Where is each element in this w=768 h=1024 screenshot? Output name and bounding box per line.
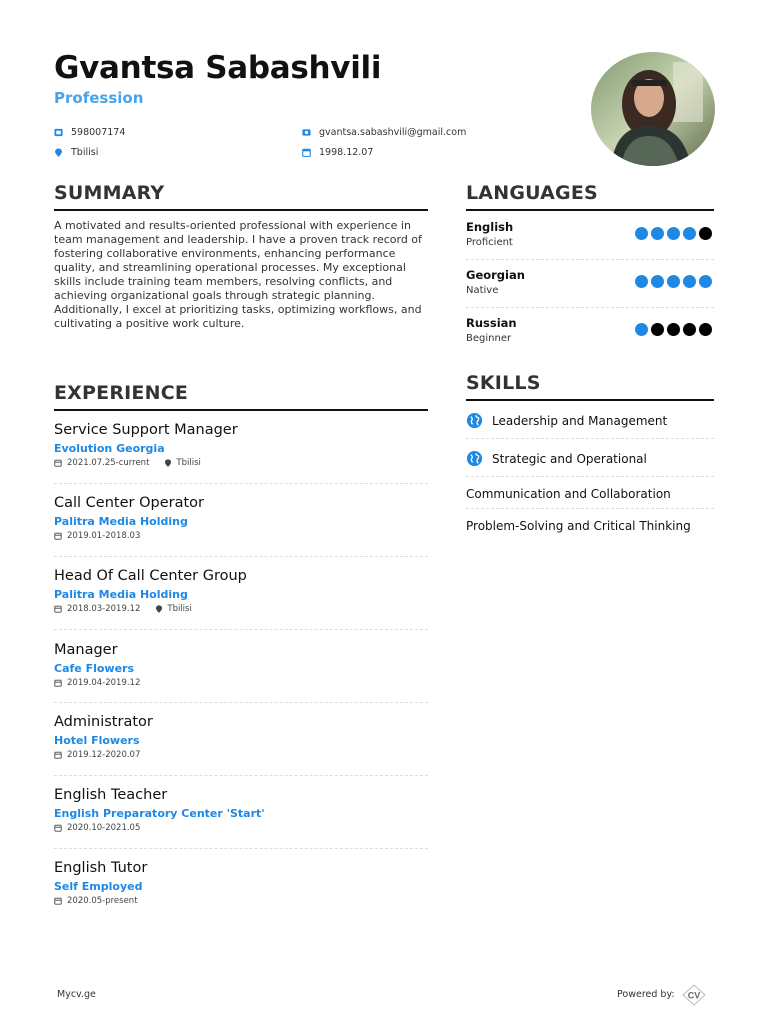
email-contact [302, 127, 466, 138]
experience-item [54, 568, 428, 614]
experience-title: EXPERIENCE [54, 382, 189, 404]
language-item [466, 268, 714, 296]
languages-title: LANGUAGES [466, 182, 598, 204]
job-meta [54, 531, 428, 541]
city-contact [54, 147, 98, 158]
rating-dot-filled [683, 227, 696, 240]
rating-dot-empty [699, 227, 712, 240]
phone-icon [54, 128, 63, 137]
phone-contact [54, 127, 125, 138]
item-divider [54, 848, 428, 849]
calendar-icon [54, 532, 62, 540]
cv-logo-icon[interactable] [678, 984, 710, 1006]
birthdate-contact [302, 147, 373, 158]
language-rating [635, 323, 712, 336]
calendar-icon [54, 679, 62, 687]
email-address: gvantsa.sabashvili@gmail.com [319, 127, 467, 138]
experience-item [54, 860, 428, 906]
job-meta [54, 678, 428, 688]
experience-item [54, 495, 428, 541]
experience-item [54, 714, 428, 760]
company-name: Hotel Flowers [54, 734, 140, 747]
location-pin-icon [155, 605, 163, 613]
skill-label: Leadership and Management [492, 413, 668, 428]
rating-dot-empty [651, 323, 664, 336]
skills-title: SKILLS [466, 372, 541, 394]
company-name: Palitra Media Holding [54, 515, 188, 528]
skills-divider [466, 399, 714, 401]
calendar-icon [54, 897, 62, 905]
language-level: Native [466, 285, 499, 296]
language-level: Proficient [466, 237, 513, 248]
job-title: English Teacher [54, 787, 168, 803]
item-divider [466, 259, 714, 260]
experience-item [54, 787, 428, 833]
rating-dot-empty [667, 323, 680, 336]
job-dates: 2019.04-2019.12 [67, 678, 141, 688]
job-location-text: Tbilisi [167, 604, 192, 614]
job-title: Head Of Call Center Group [54, 568, 247, 584]
rating-dot-filled [683, 275, 696, 288]
item-divider [54, 629, 428, 630]
job-dates: 2020.05-present [67, 896, 138, 906]
job-meta [54, 604, 428, 614]
job-title: Administrator [54, 714, 153, 730]
job-title: Call Center Operator [54, 495, 204, 511]
language-level: Beginner [466, 333, 512, 344]
skill-label: Communication and Collaboration [466, 487, 671, 501]
experience-item [54, 642, 428, 688]
rating-dot-filled [651, 275, 664, 288]
job-dates: 2021.07.25-current [67, 458, 150, 468]
language-item [466, 220, 714, 248]
globe-icon [466, 450, 483, 467]
city: Tbilisi [71, 147, 99, 158]
rating-dot-filled [635, 275, 648, 288]
item-divider [54, 702, 428, 703]
language-name: Georgian [466, 268, 525, 282]
skill-item [466, 412, 667, 429]
company-name: Palitra Media Holding [54, 588, 188, 601]
email-icon [302, 128, 311, 137]
languages-divider [466, 209, 714, 211]
job-location [155, 604, 191, 614]
rating-dot-filled [667, 227, 680, 240]
rating-dot-filled [667, 275, 680, 288]
phone-number: 598007174 [71, 127, 126, 138]
job-meta [54, 823, 428, 833]
rating-dot-empty [683, 323, 696, 336]
skill-label: Strategic and Operational [492, 451, 647, 466]
item-divider [54, 775, 428, 776]
job-dates: 2019.12-2020.07 [67, 750, 141, 760]
item-divider [54, 556, 428, 557]
rating-dot-filled [635, 323, 648, 336]
language-name: English [466, 220, 514, 234]
job-meta [54, 750, 428, 760]
company-name: Cafe Flowers [54, 662, 135, 675]
company-name: English Preparatory Center 'Start' [54, 807, 265, 820]
job-location-text: Tbilisi [176, 458, 201, 468]
item-divider [54, 483, 428, 484]
job-title: Service Support Manager [54, 422, 238, 438]
rating-dot-filled [699, 275, 712, 288]
item-divider [466, 508, 714, 509]
experience-item [54, 422, 428, 468]
item-divider [466, 438, 714, 439]
company-name: Self Employed [54, 880, 143, 893]
profile-photo [591, 52, 715, 166]
location-pin-icon [164, 459, 172, 467]
calendar-icon [54, 751, 62, 759]
job-dates: 2018.03-2019.12 [67, 604, 141, 614]
rating-dot-filled [635, 227, 648, 240]
globe-icon [466, 412, 483, 429]
job-title: English Tutor [54, 860, 148, 876]
calendar-icon [54, 824, 62, 832]
calendar-icon [302, 148, 311, 157]
job-title: Manager [54, 642, 118, 658]
calendar-icon [54, 605, 62, 613]
calendar-icon [54, 459, 62, 467]
rating-dot-empty [699, 323, 712, 336]
experience-divider [54, 409, 428, 411]
item-divider [466, 476, 714, 477]
job-meta [54, 458, 428, 468]
job-meta [54, 896, 428, 906]
language-item [466, 316, 714, 344]
footer-site-link[interactable]: Mycv.ge [57, 989, 96, 1000]
powered-by-label: Powered by: [617, 989, 675, 1000]
summary-title: SUMMARY [54, 182, 165, 204]
rating-dot-filled [651, 227, 664, 240]
birthdate: 1998.12.07 [319, 147, 374, 158]
job-location [164, 458, 200, 468]
job-dates: 2019.01-2018.03 [67, 531, 141, 541]
company-name: Evolution Georgia [54, 442, 165, 455]
item-divider [466, 307, 714, 308]
skill-item [466, 519, 691, 533]
job-dates: 2020.10-2021.05 [67, 823, 141, 833]
skill-label: Problem-Solving and Critical Thinking [466, 519, 691, 533]
skill-item [466, 450, 647, 467]
summary-divider [54, 209, 428, 211]
language-rating [635, 275, 712, 288]
language-rating [635, 227, 712, 240]
location-pin-icon [54, 148, 63, 157]
profession-label: Profession [54, 89, 144, 107]
language-name: Russian [466, 316, 517, 330]
candidate-name: Gvantsa Sabashvili [54, 50, 382, 86]
summary-text: A motivated and results-oriented professional with experience in team management and leadership. I have a proven track record of fostering collaborative environments, enhancing performance quality, and streamlining operational processes. My exceptional skills include training team members, resolving conflicts, and achieving organizational goals through strategic planning. Additionally, I excel at prioritizing tasks, optimizing workflows, and cultivating a positive work culture. [54, 219, 422, 330]
skill-item [466, 487, 671, 501]
logo-text: CV [687, 990, 701, 1001]
